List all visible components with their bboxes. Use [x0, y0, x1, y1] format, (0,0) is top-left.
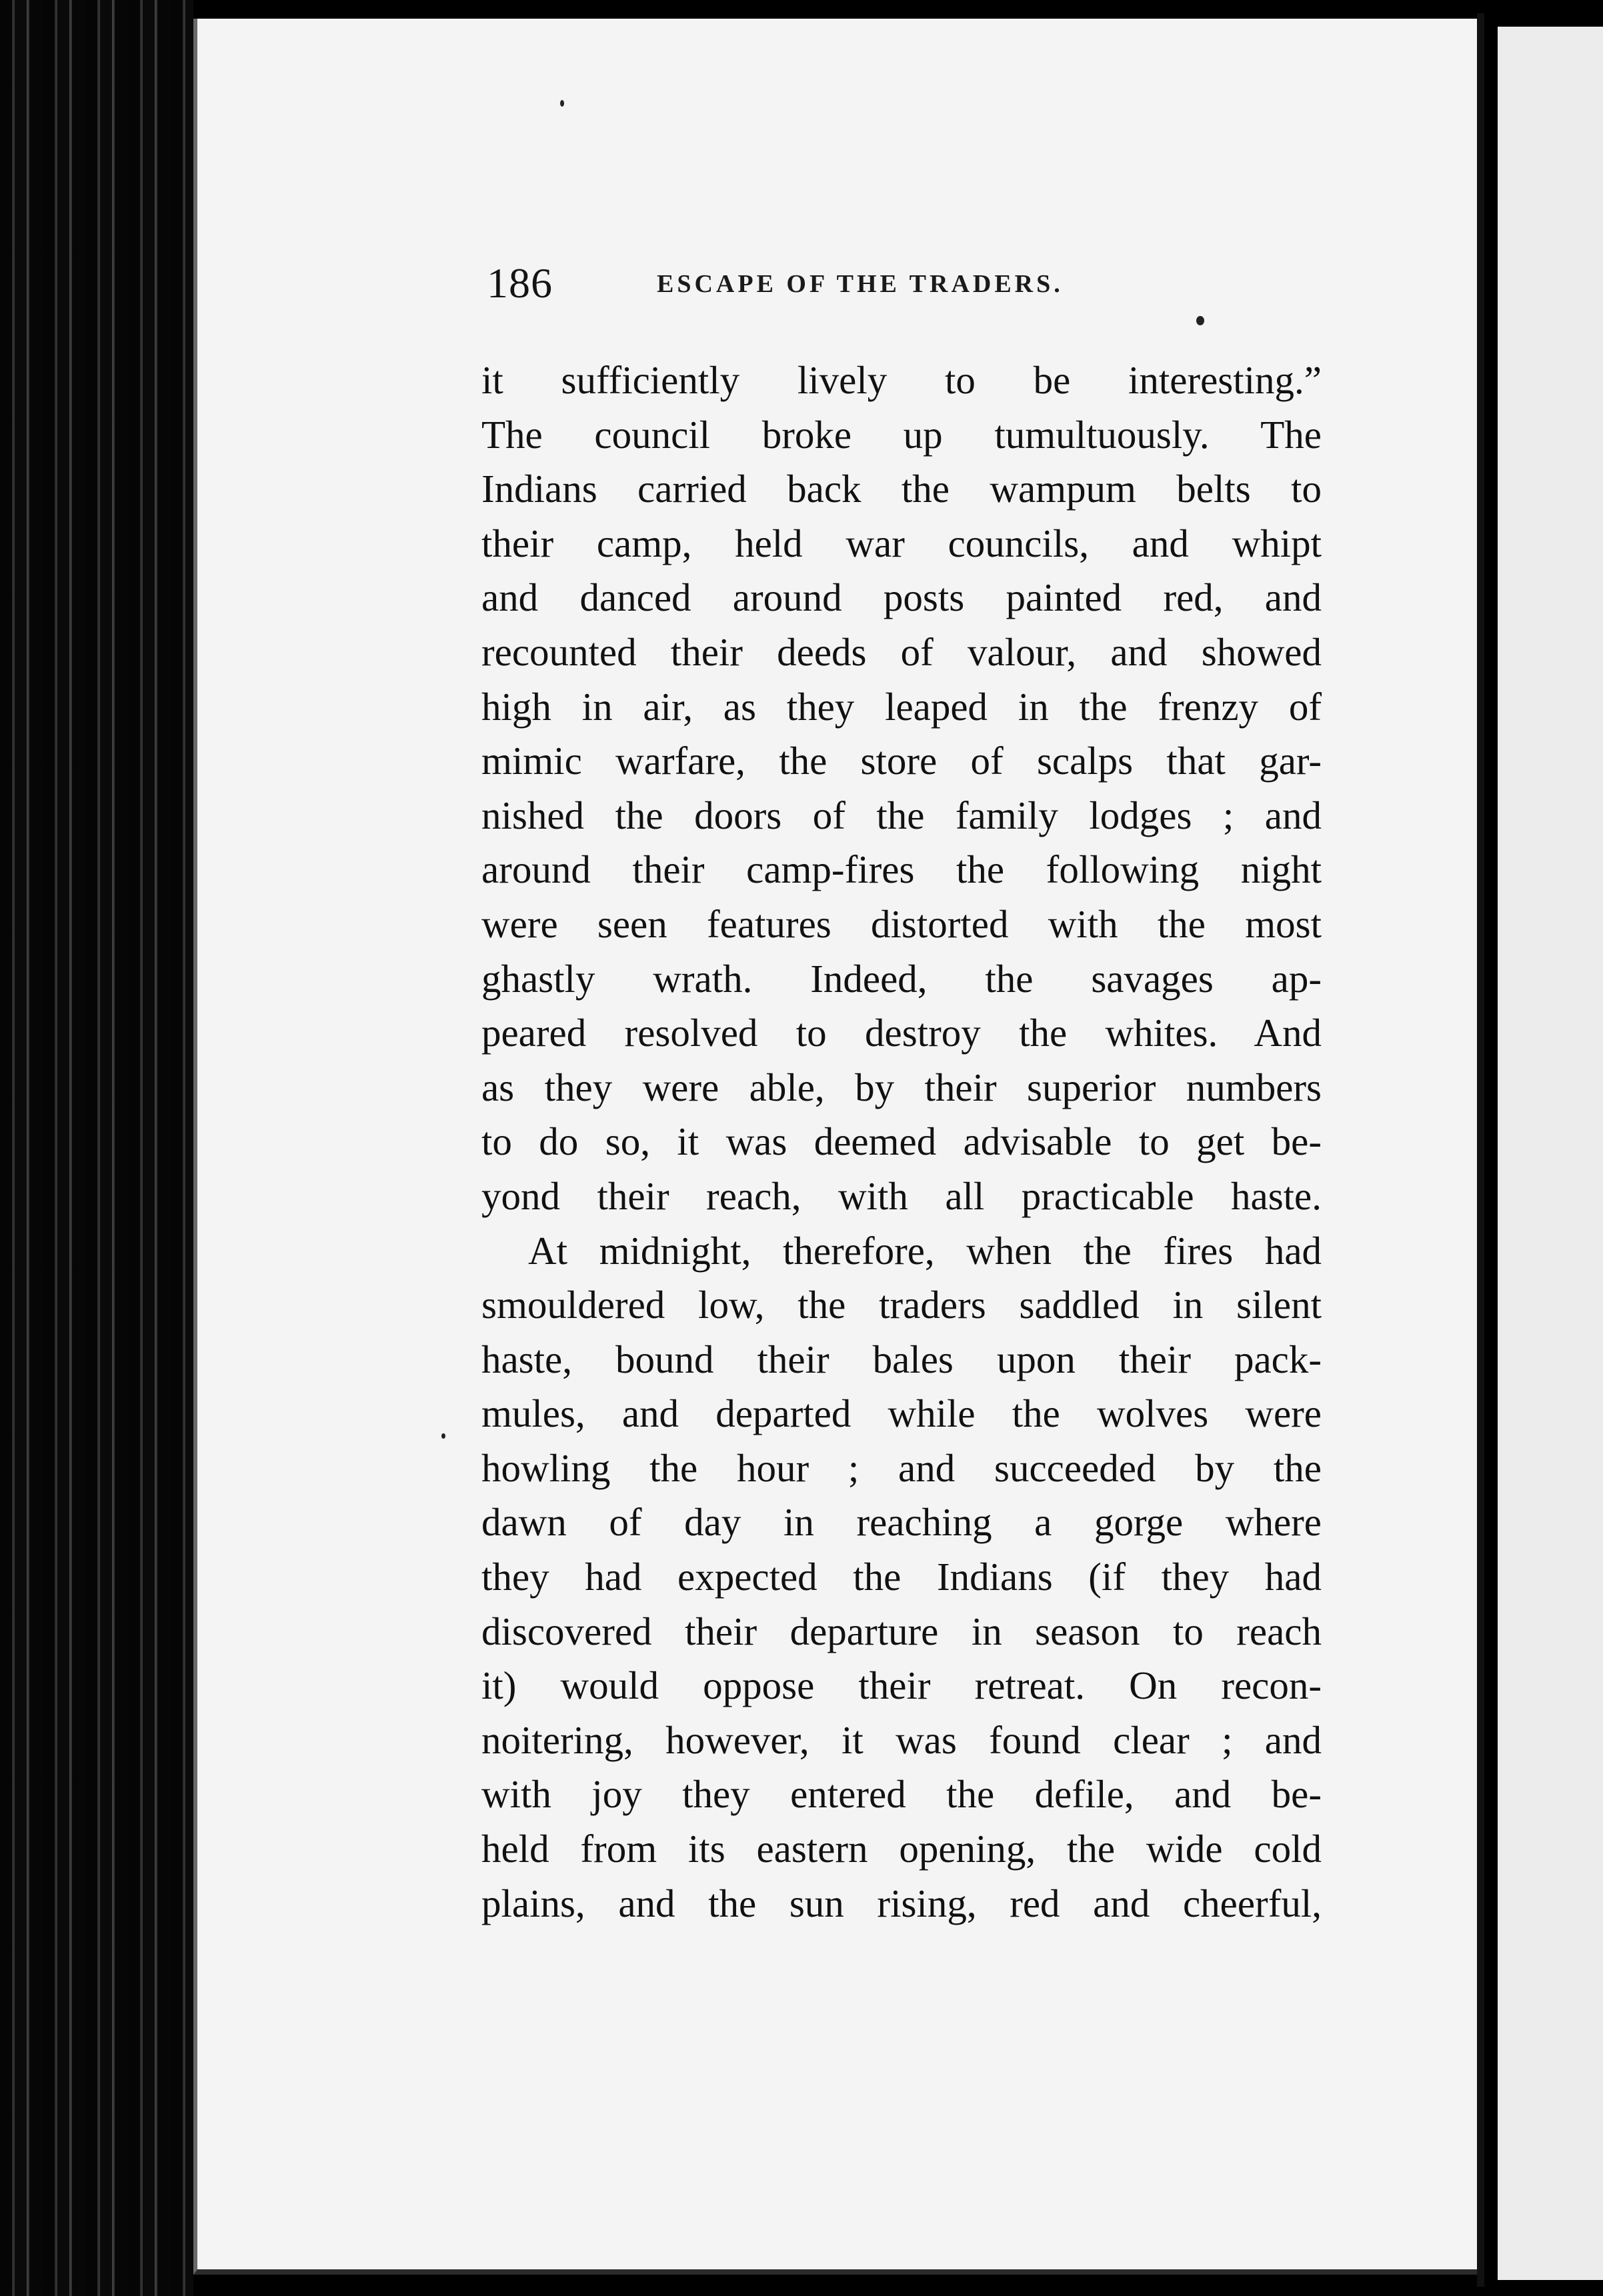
- text-line: dawn of day in reaching a gorge where: [481, 1500, 1322, 1545]
- text-line: haste, bound their bales upon their pack-: [481, 1337, 1322, 1381]
- text-line: nished the doors of the family lodges ; and: [481, 793, 1322, 837]
- text-line: yond their reach, with all practicable haste.: [481, 1173, 1322, 1218]
- text-line: mimic warfare, the store of scalps that gar-: [481, 739, 1322, 783]
- text-line: discovered their departure in season to reach: [481, 1609, 1322, 1653]
- text-line: peared resolved to destroy the whites. And: [481, 1011, 1322, 1055]
- text-line: ghastly wrath. Indeed, the savages ap-: [481, 956, 1322, 1001]
- running-head: [487, 259, 1340, 319]
- text-line: with joy they entered the defile, and be-: [481, 1772, 1322, 1817]
- text-line: recounted their deeds of valour, and showed: [481, 629, 1322, 674]
- ink-speck: [441, 1433, 445, 1439]
- ink-speck: [560, 100, 564, 107]
- text-line: mules, and departed while the wolves were: [481, 1391, 1322, 1436]
- text-line: The council broke up tumultuously. The: [481, 412, 1322, 457]
- text-line: and danced around posts painted red, and: [481, 575, 1322, 620]
- text-line: to do so, it was deemed advisable to get be-: [481, 1119, 1322, 1164]
- text-line: around their camp-fires the following night: [481, 847, 1322, 892]
- text-line: as they were able, by their superior numbers: [481, 1065, 1322, 1109]
- ink-speck: [1196, 316, 1204, 325]
- text-line: held from its eastern opening, the wide cold: [481, 1827, 1322, 1871]
- text-line: high in air, as they leaped in the frenzy of: [481, 684, 1322, 729]
- page-stack-edge-left: [0, 0, 193, 2296]
- facing-page-sliver: [1498, 27, 1603, 2280]
- text-line: smouldered low, the traders saddled in silent: [481, 1283, 1322, 1327]
- body-text: [481, 353, 1322, 1931]
- text-line: they had expected the Indians (if they had: [481, 1555, 1322, 1599]
- text-line: noitering, however, it was found clear ; and: [481, 1717, 1322, 1762]
- text-line: their camp, held war councils, and whipt: [481, 521, 1322, 565]
- text-line: At midnight, therefore, when the fires had: [528, 1228, 1322, 1273]
- text-line: were seen features distorted with the most: [481, 901, 1322, 946]
- page-number: 186: [487, 259, 553, 307]
- text-line: howling the hour ; and succeeded by the: [481, 1445, 1322, 1490]
- text-line: it) would oppose their retreat. On recon-: [481, 1663, 1322, 1708]
- text-line: it sufficiently lively to be interesting.”: [481, 358, 1322, 402]
- text-line: Indians carried back the wampum belts to: [481, 467, 1322, 511]
- text-line: plains, and the sun rising, red and cheerful,: [481, 1881, 1322, 1925]
- running-title: ESCAPE OF THE TRADERS.: [657, 270, 1064, 298]
